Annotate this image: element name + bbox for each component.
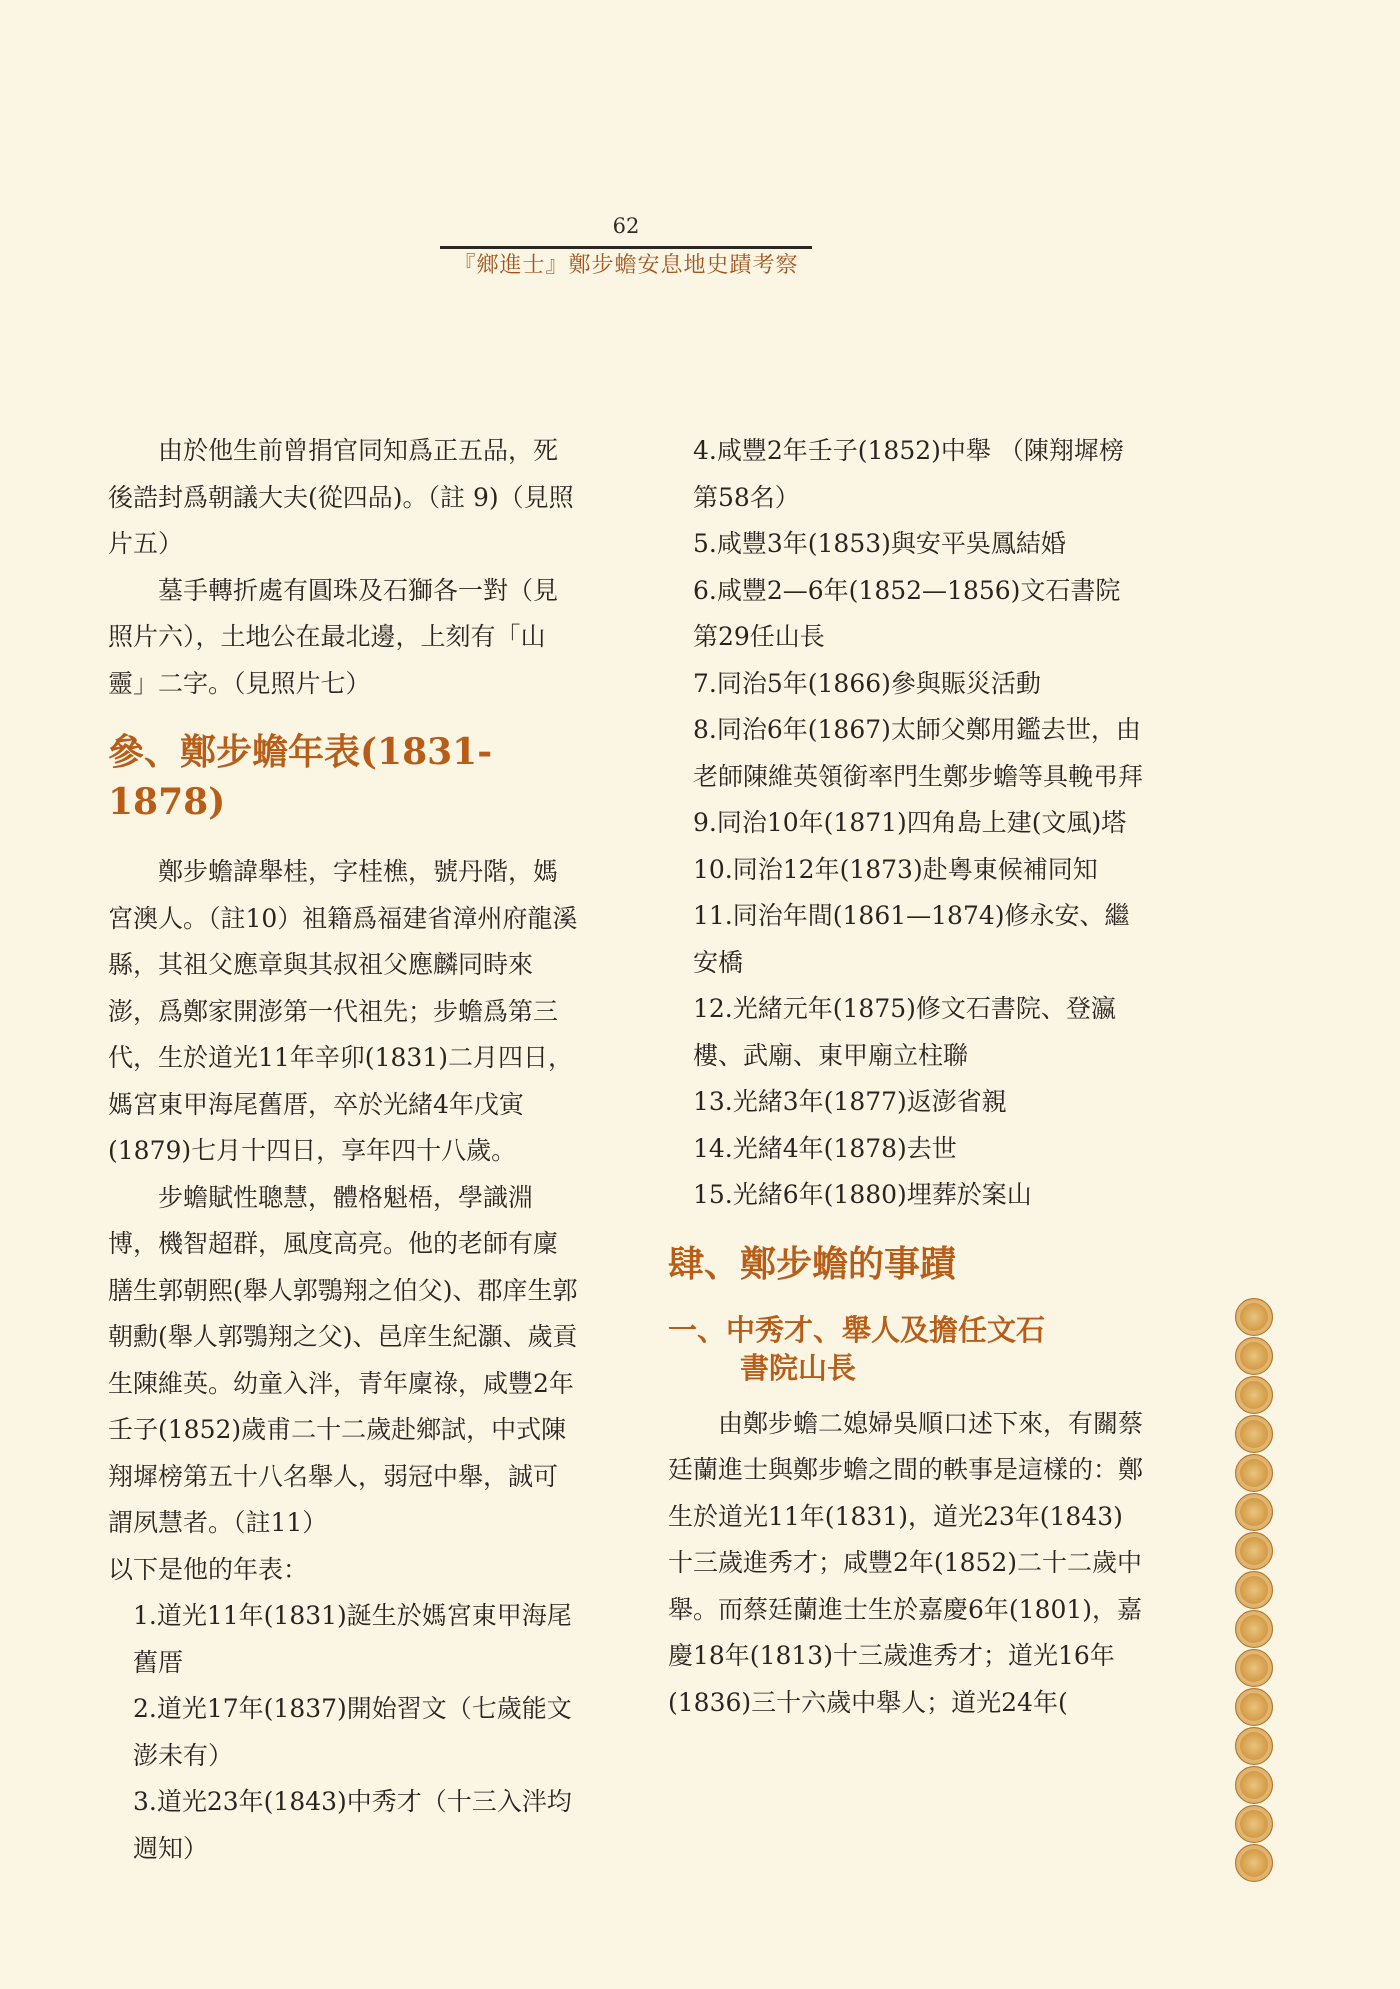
seal-ornament-icon [1235,1571,1273,1609]
subsection-heading-line: 一、中秀才、舉人及擔任文石 [668,1312,1046,1347]
seal-ornament-icon [1235,1454,1273,1492]
seal-ornament-icon [1235,1805,1273,1843]
list-item: 4.咸豐2年壬子(1852)中舉 （陳翔墀榜第58名） [693,436,1124,512]
subsection-heading-line: 書院山長 [740,1350,857,1385]
list-item: 2.道光17年(1837)開始習文（七歲能文澎未有） [133,1694,572,1770]
list-item: 5.咸豐3年(1853)與安平吳鳳結婚 [693,529,1066,558]
list-item: 6.咸豐2—6年(1852—1856)文石書院第29任山長 [693,575,1121,651]
list-item: 1.道光11年(1831)誕生於媽宮東甲海尾舊厝 [133,1601,572,1677]
seal-ornament-icon [1235,1688,1273,1726]
left-column [108,428,578,1872]
list-item: 14.光緒4年(1878)去世 [693,1133,957,1163]
seal-ornament-icon [1235,1415,1273,1453]
list-item: 8.同治6年(1867)太師父鄭用鑑去世，由老師陳維英領銜率門生鄭步蟾等具輓弔拜 [693,715,1144,791]
seal-ornament-icon [1235,1649,1273,1687]
page-header [440,212,812,283]
seal-ornament-icon [1235,1610,1273,1648]
paragraph: 由於他生前曾捐官同知爲正五品，死後誥封爲朝議大夫(從四品)。（註 9)（見照片五） [108,436,574,558]
list-item: 7.同治5年(1866)參與賑災活動 [693,668,1041,698]
seal-ornament-icon [1235,1766,1273,1804]
paragraph: 墓手轉折處有圓珠及石獅各一對（見照片六），土地公在最北邊，上刻有「山靈」二字。（見照片七） [108,575,559,698]
list-item: 3.道光23年(1843)中秀才（十三入泮均週知） [133,1787,572,1863]
seal-ornament-icon [1235,1298,1273,1336]
running-title: 『鄉進士』鄭步蟾安息地史蹟考察 [453,253,799,278]
section-heading: 參、鄭步蟾年表(1831-1878) [108,731,493,823]
seal-ornament-icon [1235,1337,1273,1375]
seal-ornament-icon [1235,1844,1273,1882]
list-intro: 以下是他的年表： [108,1554,309,1584]
seal-ornament-icon [1235,1493,1273,1531]
list-item: 9.同治10年(1871)四角島上建(文風)塔 [693,808,1127,837]
list-item: 11.同治年間(1861—1874)修永安、繼安橋 [693,901,1130,977]
paragraph: 鄭步蟾諱舉桂，字桂樵，號丹階，媽宮澳人。（註10）祖籍爲福建省漳州府龍溪縣，其祖父應章與其叔祖父應麟同時來澎，爲鄭家開澎第一代祖先；步蟾爲第三代，生於道光11年辛卯(1831)二月四日，媽宮東甲海尾舊厝，卒於光緒4年戊寅(1879)七月十四日，享年四十八歲。 [108,857,578,1165]
seal-ornament-icon [1235,1532,1273,1570]
paragraph: 步蟾賦性聰慧，體格魁梧，學識淵博，機智超群，風度高亮。他的老師有廩膳生郭朝熙(舉人郭鶚翔之伯父)、郡庠生郭朝勳(舉人郭鶚翔之父)、邑庠生紀灝、歲貢生陳維英。幼童入泮，青年廩祿，咸豐2年壬子(1852)歲甫二十二歲赴鄉試，中式陳翔墀榜第五十八名舉人，弱冠中舉，誠可謂夙慧者。（註11） [108,1182,578,1537]
section-heading: 肆、鄭步蟾的事蹟 [668,1242,957,1285]
list-item: 13.光緒3年(1877)返澎省親 [693,1087,1007,1116]
right-column [668,428,1144,1726]
list-item: 10.同治12年(1873)赴粵東候補同知 [693,854,1098,884]
page-number: 62 [612,214,640,238]
seal-ornament-icon [1235,1376,1273,1414]
paragraph: 由鄭步蟾二媳婦吳順口述下來，有關蔡廷蘭進士與鄭步蟾之間的軼事是這樣的：鄭生於道光11年(1831)，道光23年(1843)十三歲進秀才；咸豐2年(1852)二十二歲中舉。而蔡廷蘭進士生於嘉慶6年(1801)，嘉慶18年(1813)十三歲進秀才；道光16年(1836)三十六歲中舉人；道光24年( [668,1408,1144,1717]
seal-ornament-icon [1235,1727,1273,1765]
list-item: 15.光緒6年(1880)埋葬於案山 [693,1180,1032,1209]
seal-ornament-column [1234,1298,1274,1882]
list-item: 12.光緒元年(1875)修文石書院、登瀛樓、武廟、東甲廟立柱聯 [693,994,1116,1070]
subsection-heading [668,1311,1144,1387]
